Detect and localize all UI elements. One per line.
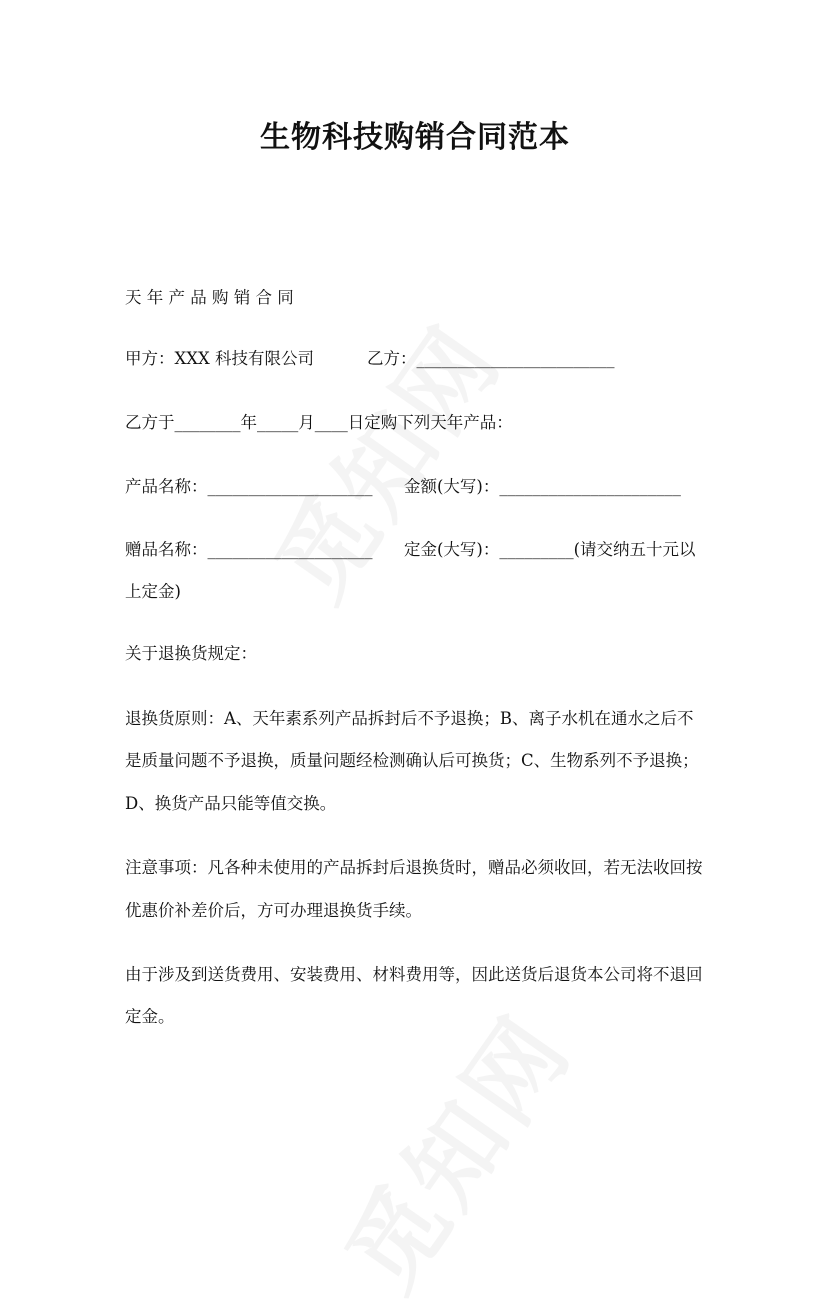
deposit-field: 定金(大写)：_________(请交纳五十元以: [404, 540, 696, 559]
deposit-field-continued: 上定金): [125, 582, 181, 601]
return-rule-line: D、换货产品只能等值交换。: [125, 794, 337, 813]
fee-line: 定金。: [125, 1007, 175, 1026]
return-rule-line: 退换货原则：A、天年素系列产品拆封后不予退换；B、离子水机在通水之后不: [125, 709, 694, 728]
notice-line: 优惠价补差价后，方可办理退换货手续。: [125, 901, 422, 920]
watermark-logo: [309, 984, 597, 1313]
fee-line: 由于涉及到送货费用、安装费用、材料费用等，因此送货后退货本公司将不退回: [125, 965, 703, 984]
product-name-field: 产品名称：____________________: [125, 477, 373, 496]
notice-line: 注意事项：凡各种未使用的产品拆封后退换货时，赠品必须收回，若无法收回按: [125, 858, 703, 877]
party-a: 甲方：XXX 科技有限公司: [125, 349, 314, 368]
gift-name-field: 赠品名称：____________________: [125, 540, 373, 559]
watermark-logo: [239, 294, 527, 623]
party-b: 乙方：________________________: [367, 349, 615, 368]
order-date-line: 乙方于________年_____月____日定购下列天年产品：: [125, 413, 513, 432]
amount-field: 金额(大写)：______________________: [404, 477, 681, 496]
contract-subtitle: 天 年 产 品 购 销 合 同: [125, 288, 294, 307]
return-rule-line: 是质量问题不予退换，质量问题经检测确认后可换货；C、生物系列不予退换；: [125, 751, 699, 770]
document-title: 生物科技购销合同范本: [260, 120, 570, 155]
return-policy-heading: 关于退换货规定：: [125, 644, 257, 663]
